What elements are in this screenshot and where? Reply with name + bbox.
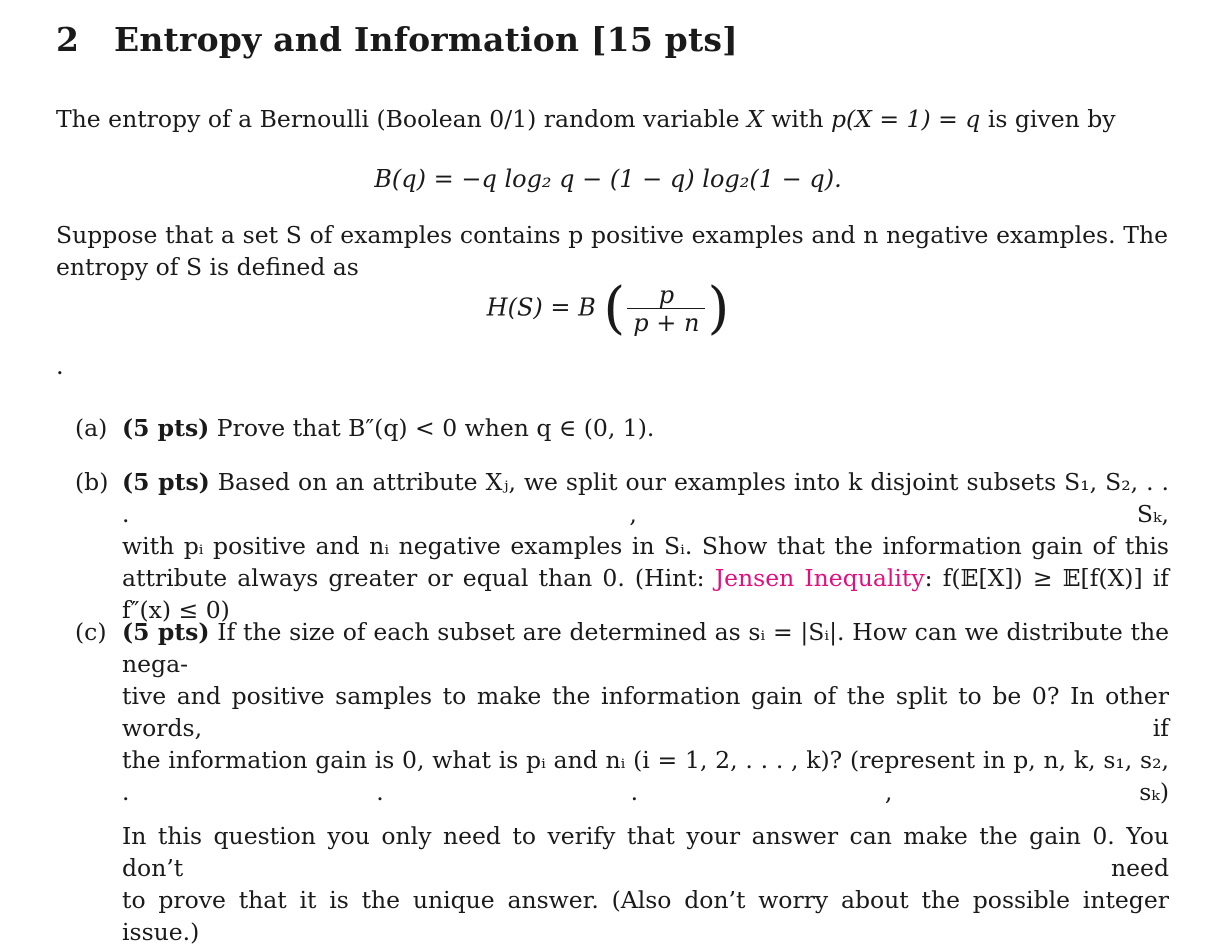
set-description bbox=[56, 219, 1168, 283]
section-number: 2 bbox=[56, 20, 80, 59]
set-entropy-lhs: H(S) = B bbox=[486, 293, 596, 322]
set-description-line-2: entropy of S is defined as bbox=[56, 253, 359, 281]
intro-text-prefix: The entropy of a Bernoulli (Boolean 0/1) random variable bbox=[56, 105, 740, 133]
fraction-numerator: p bbox=[627, 282, 705, 309]
part-a bbox=[75, 412, 1187, 444]
part-c-line-1: If the size of each subset are determined as sᵢ = |Sᵢ|. How can we distribute the nega- bbox=[122, 618, 1169, 678]
part-b-label: (b) bbox=[75, 468, 109, 496]
section-heading bbox=[56, 20, 738, 59]
set-description-line-1: Suppose that a set S of examples contains p positive examples and n negative examples. The bbox=[56, 221, 1168, 249]
intro-paragraph bbox=[56, 103, 1116, 135]
binary-entropy-equation: B(q) = −q log₂ q − (1 − q) log₂(1 − q). bbox=[374, 165, 842, 193]
right-paren: ) bbox=[707, 276, 730, 341]
part-a-points: (5 pts) bbox=[122, 414, 210, 442]
part-c-spacer bbox=[122, 808, 1169, 820]
fraction bbox=[627, 282, 705, 337]
part-c-line-2: tive and positive samples to make the information gain of the split to be 0? In other words, if bbox=[122, 682, 1169, 742]
part-b-hint-rest: : f(𝔼[X]) ≥ 𝔼[f(X)] if bbox=[924, 564, 1169, 592]
part-a-line-1: Prove that B″(q) < 0 when q ∈ (0, 1). bbox=[216, 414, 655, 442]
part-b-line-2: with pᵢ positive and nᵢ negative examples in Sᵢ. Show that the information gain of this bbox=[122, 532, 1169, 560]
part-c-text bbox=[122, 616, 1169, 948]
part-c-line-3: the information gain is 0, what is pᵢ and nᵢ (i = 1, 2, . . . , k)? (represent in p, n, k, s₁, s₂, . . . , sₖ) bbox=[122, 746, 1169, 806]
jensen-inequality-link[interactable]: Jensen Inequality bbox=[714, 564, 925, 592]
part-a-text bbox=[122, 412, 1169, 444]
left-paren: ( bbox=[603, 276, 626, 341]
intro-text-suffix: is given by bbox=[987, 105, 1116, 133]
part-b-line-1: Based on an attribute Xⱼ, we split our examples into k disjoint subsets S₁, S₂, . . . , Sₖ, bbox=[122, 468, 1169, 528]
stray-dot: . bbox=[56, 352, 64, 380]
part-b-points: (5 pts) bbox=[122, 468, 210, 496]
part-a-label: (a) bbox=[75, 414, 108, 442]
part-b bbox=[75, 466, 1187, 624]
part-c-note-line-2: to prove that it is the unique answer. (Also don’t worry about the possible integer issue.) bbox=[122, 886, 1169, 946]
part-b-text bbox=[122, 466, 1169, 626]
section-title: Entropy and Information [15 pts] bbox=[114, 20, 738, 59]
intro-variable: X bbox=[747, 105, 764, 133]
part-c-note-line-1: In this question you only need to verify that your answer can make the gain 0. You don’t need bbox=[122, 822, 1169, 882]
part-b-row-3 bbox=[122, 562, 1169, 594]
part-c-points: (5 pts) bbox=[122, 618, 210, 646]
part-c-label: (c) bbox=[75, 618, 107, 646]
fraction-denominator: p + n bbox=[633, 308, 700, 337]
part-b-line-3: attribute always greater or equal than 0. (Hint: bbox=[122, 564, 715, 592]
intro-with: with bbox=[771, 105, 824, 133]
part-b-row-1 bbox=[122, 466, 1169, 530]
part-c-row-1 bbox=[122, 616, 1169, 680]
intro-condition: p(X = 1) = q bbox=[830, 105, 981, 133]
part-c bbox=[75, 616, 1187, 946]
part-b-line-4: f″(x) ≤ 0) bbox=[122, 596, 230, 624]
set-entropy-equation bbox=[0, 276, 1216, 341]
